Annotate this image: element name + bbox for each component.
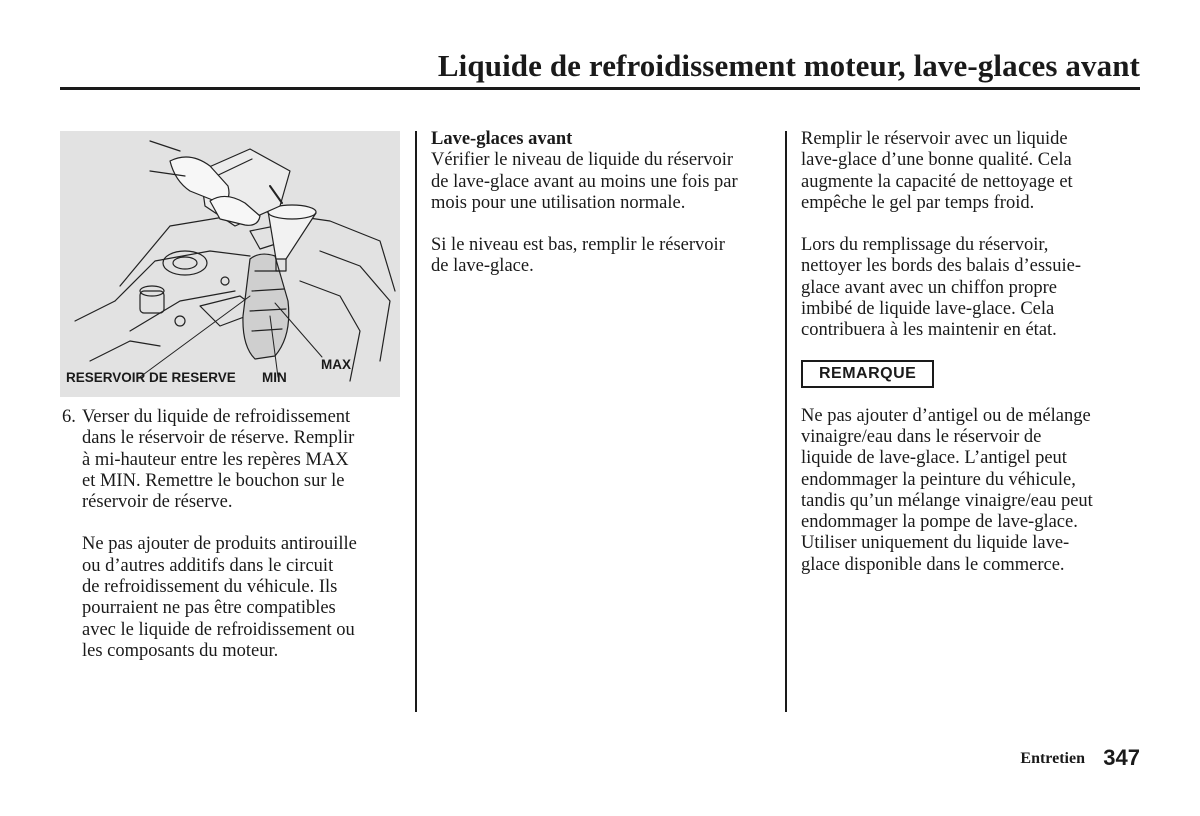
text-line: lave-glace d’une bonne qualité. Cela <box>801 150 1072 171</box>
middle-column <box>431 129 781 278</box>
step-line: à mi-hauteur entre les repères MAX <box>82 449 349 470</box>
text-line: Remplir le réservoir avec un liquide <box>801 129 1068 149</box>
text-line: endommager la pompe de lave-glace. <box>801 512 1078 533</box>
text-line: mois pour une utilisation normale. <box>431 192 686 213</box>
note-line: de refroidissement du véhicule. Ils <box>82 577 338 598</box>
step-number: 6. <box>62 407 76 427</box>
text-line: glace avant avec un chiffon propre <box>801 277 1057 298</box>
text-line: de lave-glace avant au moins une fois par <box>431 171 738 192</box>
note-line: les composants du moteur. <box>82 640 279 661</box>
text-line: Ne pas ajouter d’antigel ou de mélange <box>801 405 1091 426</box>
text-line: augmente la capacité de nettoyage et <box>801 171 1073 192</box>
coolant-reservoir-illustration <box>60 131 400 397</box>
text-line: liquide de lave-glace. L’antigel peut <box>801 448 1067 469</box>
text-line: endommager la peinture du véhicule, <box>801 469 1076 490</box>
step-line: Verser du liquide de refroidissement <box>82 407 351 427</box>
note-line: pourraient ne pas être compatibles <box>82 598 336 619</box>
text-line: contribuera à les maintenir en état. <box>801 320 1057 341</box>
text-line: Si le niveau est bas, remplir le réservoir <box>431 235 725 256</box>
step-body <box>82 407 402 662</box>
remarque-badge: REMARQUE <box>801 360 934 388</box>
text-line: tandis qu’un mélange vinaigre/eau peut <box>801 490 1093 511</box>
column-divider-1 <box>415 131 417 712</box>
section-heading: Lave-glaces avant <box>431 129 573 149</box>
text-line: Lors du remplissage du réservoir, <box>801 235 1049 256</box>
right-column <box>801 129 1146 576</box>
text-line: empêche le gel par temps froid. <box>801 192 1035 213</box>
header-rule <box>60 87 1140 90</box>
reservoir-label: RESERVOIR DE RESERVE <box>66 370 236 385</box>
text-line: vinaigre/eau dans le réservoir de <box>801 426 1042 447</box>
page-number: 347 <box>1103 745 1140 770</box>
page-title: Liquide de refroidissement moteur, lave-glaces avant <box>437 48 1140 83</box>
text-line: Vérifier le niveau de liquide du réservoir <box>431 150 734 171</box>
text-line: nettoyer les bords des balais d’essuie- <box>801 256 1081 277</box>
text-line: Utiliser uniquement du liquide lave- <box>801 533 1070 554</box>
min-label: MIN <box>262 370 287 385</box>
text-line: glace disponible dans le commerce. <box>801 554 1065 575</box>
note-line: avec le liquide de refroidissement ou <box>82 619 355 640</box>
step-line: et MIN. Remettre le bouchon sur le <box>82 470 345 491</box>
note-line: Ne pas ajouter de produits antirouille <box>82 534 357 555</box>
note-line: ou d’autres additifs dans le circuit <box>82 555 334 576</box>
max-label: MAX <box>321 357 351 372</box>
text-line: de lave-glace. <box>431 256 534 277</box>
footer-section-name: Entretien <box>1020 750 1085 767</box>
step-line: réservoir de réserve. <box>82 492 233 513</box>
text-line: imbibé de liquide lave-glace. Cela <box>801 299 1055 320</box>
column-divider-2 <box>785 131 787 712</box>
step-line: dans le réservoir de réserve. Remplir <box>82 428 355 449</box>
